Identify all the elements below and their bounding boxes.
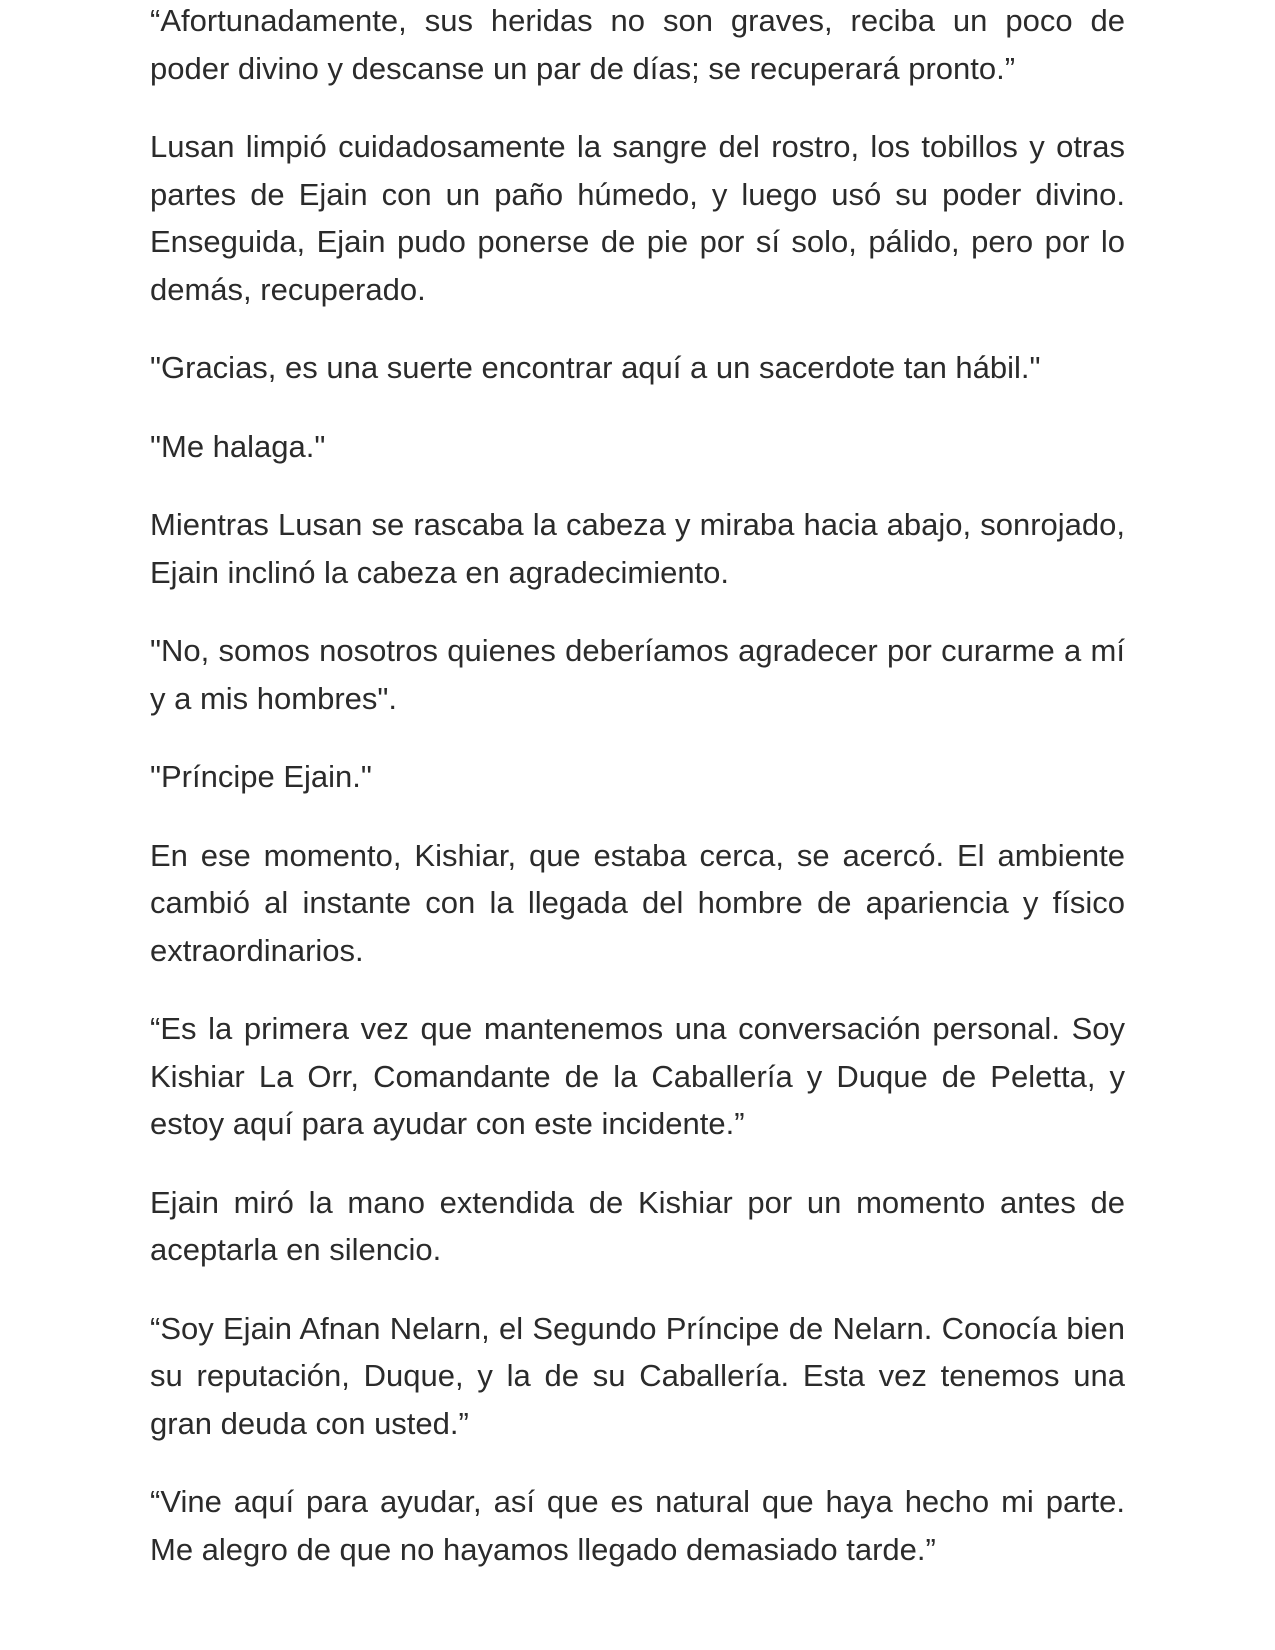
paragraph-5: Mientras Lusan se rascaba la cabeza y miraba hacia abajo, sonrojado, Ejain inclinó la cabeza en agradecimiento.	[150, 507, 1125, 590]
paragraph-2: Lusan limpió cuidadosamente la sangre del rostro, los tobillos y otras partes de Ejain con un paño húmedo, y luego usó su poder divino. Enseguida, Ejain pudo ponerse de pie por sí solo, pálido, pero por lo demás, recuperado.	[150, 129, 1125, 307]
paragraph-6: "No, somos nosotros quienes deberíamos agradecer por curarme a mí y a mis hombres".	[150, 633, 1125, 716]
paragraph-12: “Vine aquí para ayudar, así que es natural que haya hecho mi parte. Me alegro de que no hayamos llegado demasiado tarde.”	[150, 1484, 1125, 1567]
paragraph-8: En ese momento, Kishiar, que estaba cerca, se acercó. El ambiente cambió al instante con la llegada del hombre de apariencia y físico extraordinarios.	[150, 837, 1125, 968]
paragraph-4: "Me halaga."	[150, 428, 326, 464]
paragraph-1: “Afortunadamente, sus heridas no son graves, reciba un poco de poder divino y descanse un par de días; se recuperará pronto.”	[150, 3, 1125, 86]
paragraph-7: "Príncipe Ejain."	[150, 759, 372, 794]
paragraph-11: “Soy Ejain Afnan Nelarn, el Segundo Príncipe de Nelarn. Conocía bien su reputación, Duque, y la de su Caballería. Esta vez tenemos una gran deuda con usted.”	[150, 1310, 1125, 1441]
paragraph-3: "Gracias, es una suerte encontrar aquí a un sacerdote tan hábil."	[150, 350, 1041, 385]
paragraph-9: “Es la primera vez que mantenemos una conversación personal. Soy Kishiar La Orr, Comandante de la Caballería y Duque de Peletta, y estoy aquí para ayudar con este incidente.”	[150, 1011, 1125, 1141]
document-page	[150, 0, 1125, 1604]
paragraph-10: Ejain miró la mano extendida de Kishiar por un momento antes de aceptarla en silencio.	[150, 1184, 1125, 1267]
